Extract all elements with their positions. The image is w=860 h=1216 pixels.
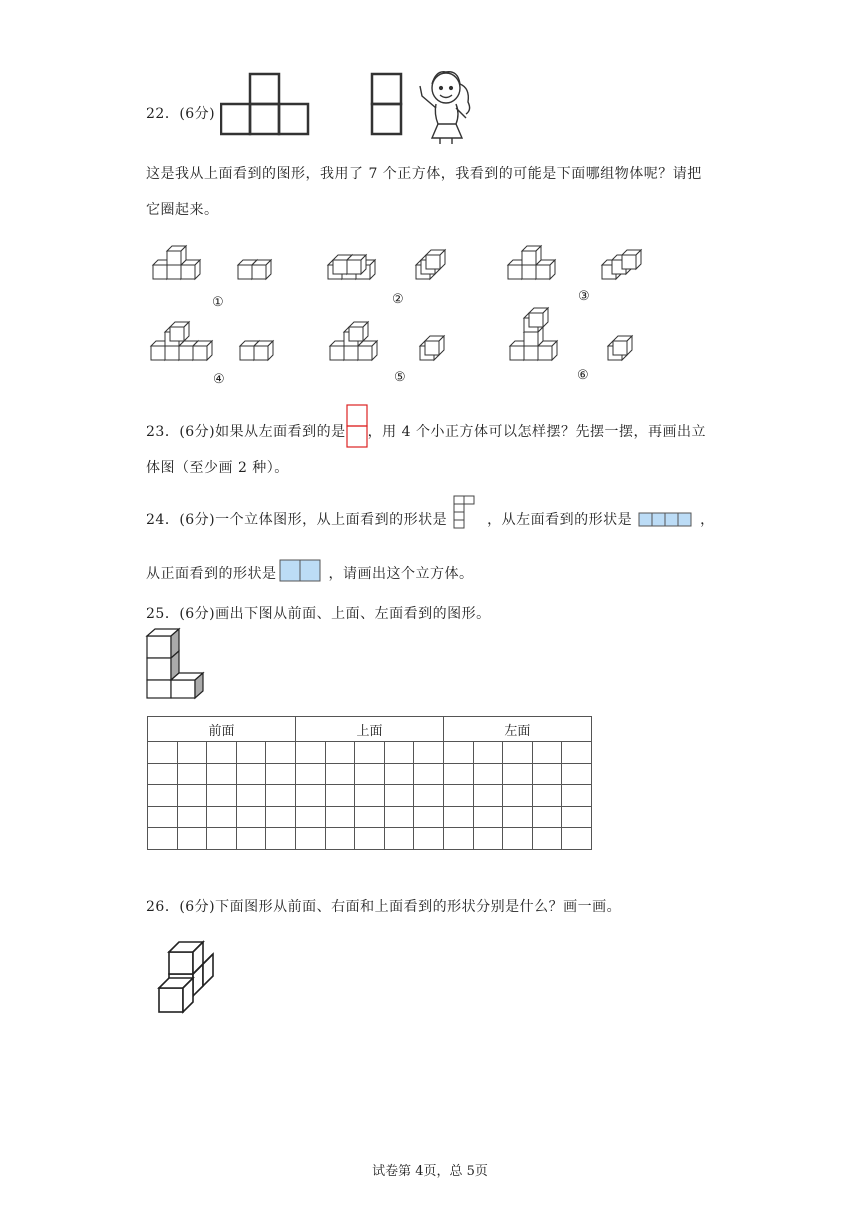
q23-left-view-shape <box>346 404 368 448</box>
option-5-figure <box>330 322 444 360</box>
q24-pre: 一个立体图形，从上面看到的形状是 <box>215 512 448 528</box>
q24-label: 24．(6分) <box>146 512 216 528</box>
option-4-figure <box>151 322 273 360</box>
q26-cube-figure <box>155 938 221 1018</box>
grid-row <box>148 785 592 807</box>
grid-header-row <box>148 717 592 742</box>
q25-text: 画出下图从前面、上面、左面看到的图形。 <box>215 606 491 622</box>
q23-text2: 体图（至少画 2 种）。 <box>146 460 289 476</box>
q25-answer-grid <box>147 716 592 850</box>
option-3-label: ③ <box>578 289 590 304</box>
grid-row <box>148 742 592 764</box>
q23-line1 <box>146 416 706 448</box>
q22-label: 22．(6分) <box>146 106 216 122</box>
q26-line <box>146 896 621 916</box>
q23-label: 23．(6分) <box>146 424 216 440</box>
q24-line2-post: ，请画出这个立方体。 <box>328 566 474 582</box>
q24-left-view-shape <box>638 511 696 529</box>
q24-line2-pre: 从正面看到的形状是 <box>146 566 277 582</box>
grid-row <box>148 763 592 785</box>
option-1-figure <box>153 246 271 279</box>
option-5-label: ⑤ <box>394 370 406 385</box>
option-2-label: ② <box>392 292 404 307</box>
q22-top-views <box>220 72 420 138</box>
q26-text: 下面图形从前面、右面和上面看到的形状分别是什么？画一画。 <box>215 899 622 915</box>
option-4-label: ④ <box>213 372 225 387</box>
option-1-label: ① <box>212 295 224 310</box>
q23-pre: 如果从左面看到的是 <box>215 424 346 440</box>
tview-top-square <box>250 74 279 104</box>
girl-illustration <box>412 66 482 146</box>
q25-cube-figure <box>145 626 215 700</box>
grid-row <box>148 828 592 850</box>
page-footer: 试卷第 4页，总 5页 <box>372 1164 488 1179</box>
option-6-figure <box>510 308 632 360</box>
q24-end: ， <box>700 512 715 528</box>
q24-line2 <box>146 563 474 584</box>
grid-header-top: 上面 <box>295 717 443 742</box>
q25-label: 25．(6分) <box>146 606 216 622</box>
q24-line1 <box>146 507 715 533</box>
option-6-label: ⑥ <box>577 368 589 383</box>
q24-front-view-shape <box>279 558 325 584</box>
q22-text1: 这是我从上面看到的图形，我用了 7 个正方体，我看到的可能是下面哪组物体呢？请把 <box>146 166 702 182</box>
option-2-figure <box>328 250 445 279</box>
grid-row <box>148 806 592 828</box>
q26-label: 26．(6分) <box>146 899 216 915</box>
option-3-figure <box>508 246 641 279</box>
grid-header-front: 前面 <box>148 717 296 742</box>
q22-text2: 它圈起来。 <box>146 202 219 218</box>
q25-line <box>146 603 491 623</box>
q24-top-view-shape <box>453 493 483 533</box>
q23-post: ，用 4 个小正方体可以怎样摆？先摆一摆，再画出立 <box>367 424 706 440</box>
q24-mid: ，从左面看到的形状是 <box>487 512 633 528</box>
grid-header-left: 左面 <box>443 717 591 742</box>
q22-line1 <box>146 103 215 123</box>
